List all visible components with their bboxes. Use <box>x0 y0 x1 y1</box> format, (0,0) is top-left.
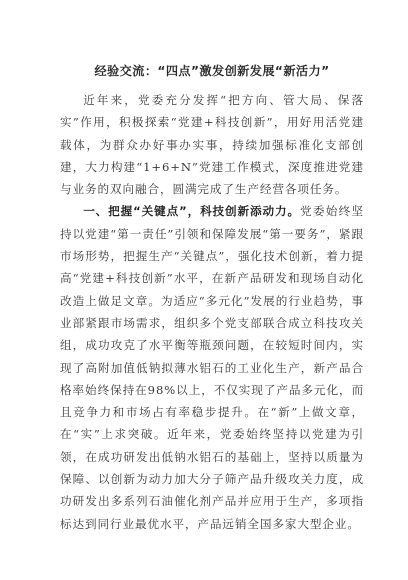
intro-text: 近年来，党委充分发挥“把方向、管大局、保落实”作用，积极探索“党建+科技创新”，用好用活党建载体，为群众办好事办实事，持续加强标准化支部创建，大力构建“1+6+N”党建工作模式，深度推进党建与业务的双向融合，圆满完成了生产经营各项任务。 <box>60 93 364 197</box>
intro-paragraph <box>60 89 364 200</box>
section-1-heading: 一、把握“关键点”，科技创新添动力。 <box>83 204 300 219</box>
document-title: 经验交流：“四点”激发创新发展“新活力” <box>94 64 330 78</box>
section-1-paragraph <box>60 200 364 534</box>
section-1-body: 党委始终坚持以党建“第一责任”引领和保障发展“第一要务”，紧跟市场形势，把握生产“关键点”，强化技术创新，着力提高“党建+科技创新”水平，在新产品研发和现场自动化改造上做足文章。为适应“多元化”发展的行业趋势，事业部紧跟市场需求，组织多个党支部联合成立科技攻关组，成功攻克了水平衡等瓶颈问题，在较短时间内，实现了高附加值低钠拟薄水铝石的工业化生产，新产品合格率始终保持在98%以上，不仅实现了产品多元化，而且竞争力和市场占有率稳步提升。在“新”上做文章，在“实”上求突破。近年来，党委始终坚持以党建为引领，在成功研发出低钠水铝石的基础上，坚持以质量为保障、以创新为动力加大分子筛产品升级攻关力度，成功研发出多系列石油催化剂产品并应用于生产，多项指标达到同行业最优水平，产品远销全国多家大型企业。 <box>60 204 364 531</box>
